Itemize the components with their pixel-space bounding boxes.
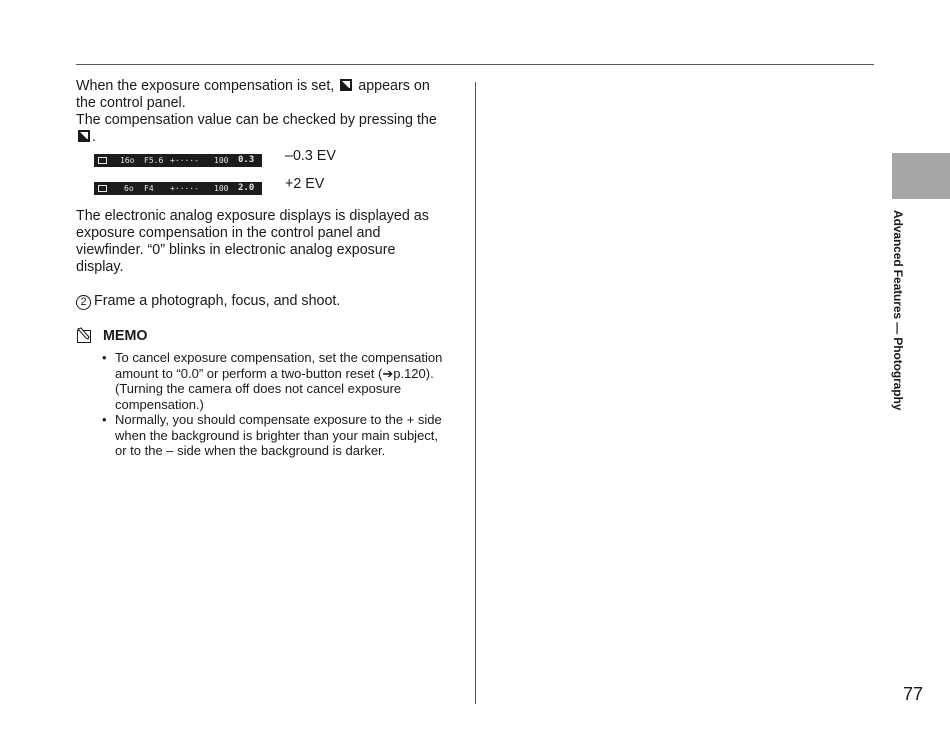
lcd-display	[94, 182, 262, 195]
lcd-iso: 100	[214, 156, 229, 165]
memo-header	[76, 326, 446, 348]
ev-label: +2 EV	[285, 176, 325, 192]
lcd-shutter: 6o	[124, 184, 134, 193]
top-rule	[76, 64, 874, 65]
section-label: Advanced Features — Photography	[891, 210, 905, 411]
camera-mode-icon	[98, 157, 107, 164]
intro-line2-pre: The compensation value can be checked by pressing the	[76, 112, 437, 128]
lcd-value: 2.0	[238, 183, 255, 193]
intro-line1-pre: When the exposure compensation is set,	[76, 78, 335, 94]
memo-pencil-icon	[76, 326, 94, 344]
page-number: 77	[903, 684, 924, 704]
memo-item: • Normally, you should compensate exposure to the + side when the background is brighter than your main subject, or to the – side when the background is darker.	[102, 412, 447, 459]
lcd-example-2	[76, 178, 446, 204]
memo-list	[76, 350, 447, 459]
left-column	[76, 78, 446, 459]
step-item	[76, 293, 446, 310]
intro-line1-post: appears on the control panel.	[76, 78, 430, 111]
memo-title: MEMO	[103, 328, 148, 344]
lcd-iso: 100	[214, 184, 229, 193]
section-tab	[892, 153, 950, 199]
step-number: 2	[76, 295, 91, 310]
lcd-scale: +····-	[170, 184, 199, 193]
lcd-scale: +····-	[170, 156, 199, 165]
intro-paragraph	[76, 78, 446, 146]
ev-label: –0.3 EV	[285, 148, 336, 164]
intro-line2-post: .	[92, 129, 96, 145]
camera-mode-icon	[98, 185, 107, 192]
lcd-aperture: F4	[144, 184, 154, 193]
analog-paragraph: The electronic analog exposure displays is displayed as exposure compensation in the control panel and viewfinder. “0” blinks in electronic analog exposure display.	[76, 208, 429, 275]
lcd-example-1	[76, 150, 446, 176]
lcd-value: 0.3	[238, 155, 255, 165]
lcd-display	[94, 154, 262, 167]
lcd-aperture: F5.6	[144, 156, 164, 165]
exposure-compensation-icon	[340, 79, 352, 91]
exposure-compensation-icon	[78, 130, 90, 142]
step-text: Frame a photograph, focus, and shoot.	[94, 293, 341, 309]
memo-item: • To cancel exposure compensation, set the compensation amount to “0.0” or perform a two-button reset (➔p.120). (Turning the camera off does not cancel exposure compensation.)	[102, 350, 447, 412]
lcd-shutter: 16o	[120, 156, 135, 165]
column-divider	[475, 82, 476, 704]
